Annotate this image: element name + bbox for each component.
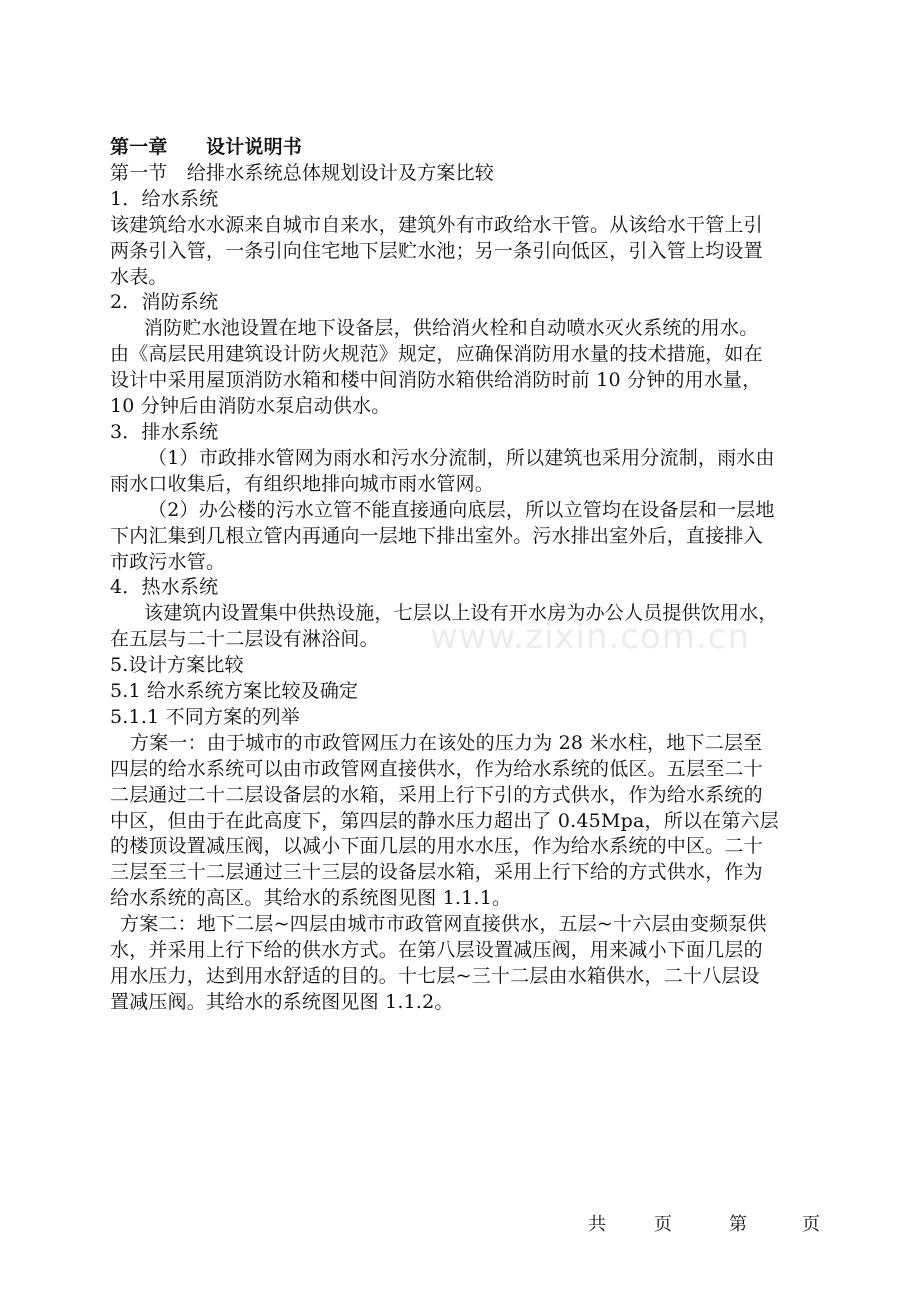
paragraph-line: 由《高层民用建筑设计防火规范》规定，应确保消防用水量的技术措施，如在	[110, 343, 763, 366]
paragraph-line: 水表。	[110, 265, 168, 288]
paragraph-line: 10 分钟后由消防水泵启动供水。	[110, 395, 391, 418]
paragraph-line: 的楼顶设置减压阀，以减小下面几层的用水水压，作为给水系统的中区。二十	[110, 835, 763, 858]
section-title: 第一节 给排水系统总体规划设计及方案比较	[110, 161, 495, 184]
paragraph-line: （1）市政排水管网为雨水和污水分流制，所以建筑也采用分流制，雨水由	[148, 446, 775, 469]
paragraph-line: 雨水口收集后，有组织地排向城市雨水管网。	[110, 472, 495, 495]
paragraph-line: 消防贮水池设置在地下设备层，供给消火栓和自动喷水灭火系统的用水。	[144, 317, 759, 340]
footer-page-label: 页	[802, 1214, 820, 1235]
paragraph-line: 二层通过二十二层设备层的水箱，采用上行下引的方式供水，作为给水系统的	[110, 783, 763, 806]
paragraph-line: 四层的给水系统可以由市政管网直接供水，作为给水系统的低区。五层至二十	[110, 757, 763, 780]
paragraph-line: 市政污水管。	[110, 550, 226, 573]
chapter-title: 第一章 设计说明书	[110, 136, 303, 158]
paragraph-line: 水，并采用上行下给的供水方式。在第八层设置减压阀，用来减小下面几层的	[110, 939, 763, 962]
heading-drainage: 3．排水系统	[110, 420, 219, 443]
paragraph-line: 在五层与二十二层设有淋浴间。	[110, 628, 379, 651]
heading-fire-system: 2．消防系统	[110, 291, 219, 314]
paragraph-line: 该建筑内设置集中供热设施，七层以上设有开水房为办公人员提供饮用水，	[144, 602, 778, 625]
paragraph-line: 用水压力，达到用水舒适的目的。十七层~三十二层由水箱供水，二十八层设	[110, 965, 760, 987]
paragraph-line: 中区，但由于在此高度下，第四层的静水压力超出了 0.45Mpa，所以在第六层	[110, 809, 779, 832]
paragraph-line: 方案一：由于城市的市政管网压力在该处的压力为 28 米水柱，地下二层至	[130, 731, 763, 754]
watermark: www.zixin.com.cn	[430, 617, 750, 657]
heading-water-supply: 1．给水系统	[110, 187, 219, 210]
paragraph-line: 设计中采用屋顶消防水箱和楼中间消防水箱供给消防时前 10 分钟的用水量，	[110, 369, 762, 392]
document-body	[110, 135, 822, 1016]
paragraph-line: 两条引入管，一条引向住宅地下层贮水池；另一条引向低区，引入管上均设置	[110, 239, 763, 262]
heading-design-comparison: 5.设计方案比较	[110, 654, 244, 677]
footer-total-label: 共	[588, 1214, 606, 1235]
paragraph-line: 下内汇集到几根立管内再通向一层地下排出室外。污水排出室外后，直接排入	[110, 524, 763, 547]
paragraph-line: 三层至三十二层通过三十三层的设备层水箱，采用上行下给的方式供水，作为	[110, 861, 763, 884]
paragraph-line: 方案二：地下二层~四层由城市市政管网直接供水，五层~十六层由变频泵供	[120, 913, 767, 936]
paragraph-line: 给水系统的高区。其给水的系统图见图 1.1.1。	[110, 887, 512, 910]
footer-page-label: 页	[654, 1214, 672, 1235]
heading-5-1: 5.1 给水系统方案比较及确定	[110, 680, 359, 703]
paragraph-line: 置减压阀。其给水的系统图见图 1.1.2。	[110, 990, 454, 1013]
heading-5-1-1: 5.1.1 不同方案的列举	[110, 705, 300, 728]
paragraph-line: （2）办公楼的污水立管不能直接通向底层，所以立管均在设备层和一层地	[148, 498, 775, 521]
footer-current-label: 第	[729, 1214, 747, 1235]
paragraph-line: 该建筑给水水源来自城市自来水，建筑外有市政给水干管。从该给水干管上引	[110, 213, 763, 236]
heading-hot-water: 4．热水系统	[110, 576, 219, 599]
